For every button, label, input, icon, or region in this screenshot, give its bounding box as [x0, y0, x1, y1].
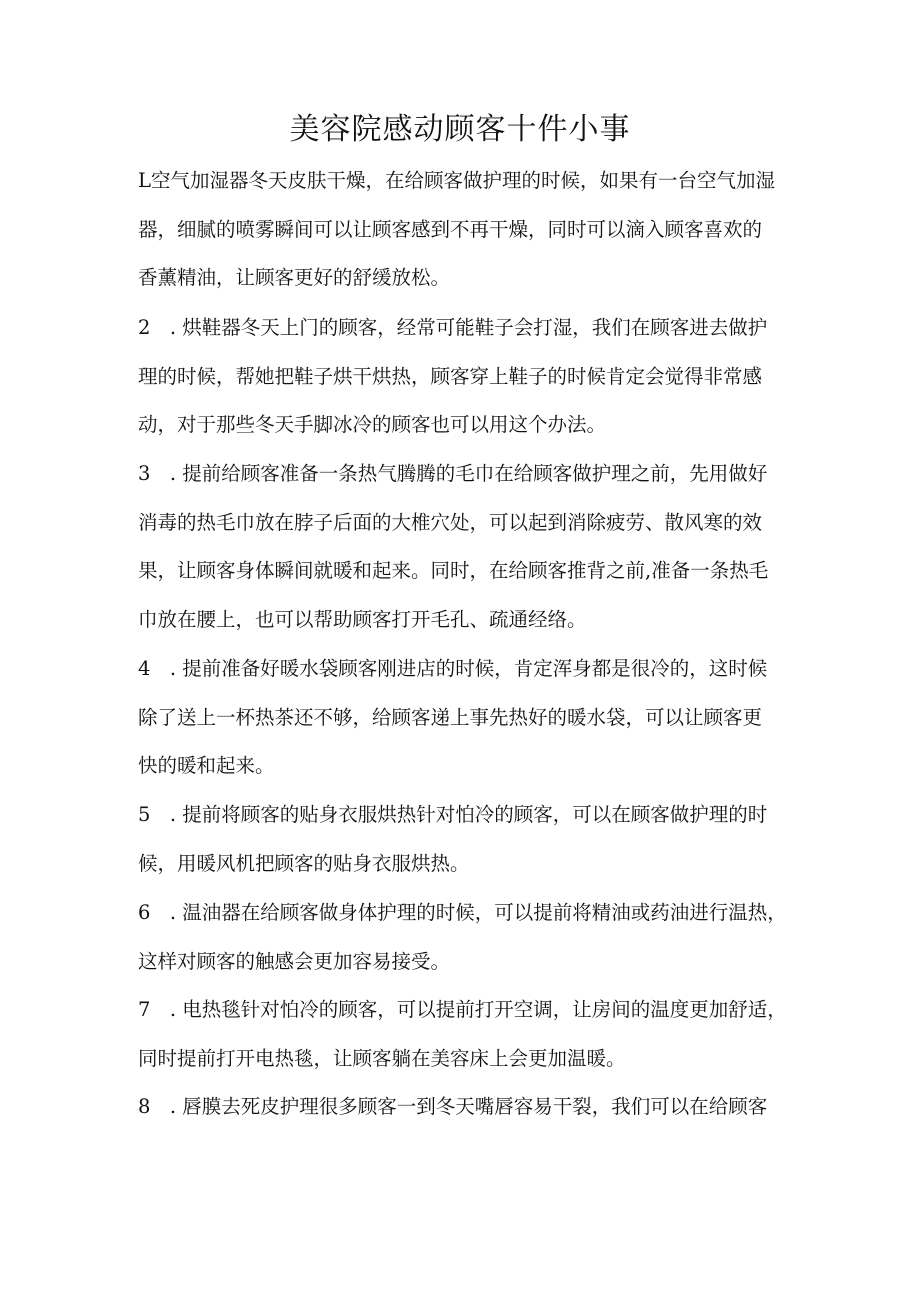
paragraph-line: 理的时候，帮她把鞋子烘干烘热，顾客穿上鞋子的时候肯定会觉得非常感 — [138, 364, 763, 388]
paragraph-line: 6 . 温油器在给顾客做身体护理的时候，可以提前将精油或药油进行温热， — [138, 901, 787, 924]
paragraph-line: 动，对于那些冬天手脚冰冷的顾客也可以用这个办法。 — [138, 413, 607, 436]
paragraph-line: 7 . 电热毯针对怕冷的顾客，可以提前打开空调，让房间的温度更加舒适， — [138, 998, 787, 1021]
paragraph-line: 快的暖和起来。 — [138, 754, 275, 777]
paragraph-line: L空气加湿器冬天皮肤干燥，在给顾客做护理的时候，如果有一台空气加湿 — [138, 169, 775, 192]
paragraph-line: 香薰精油，让顾客更好的舒缓放松。 — [138, 266, 451, 289]
paragraph-7 — [138, 986, 798, 1083]
paragraph-line: 同时提前打开电热毯，让顾客躺在美容床上会更加温暖。 — [138, 1046, 626, 1070]
paragraph-line: 3 . 提前给顾客准备一条热气腾腾的毛巾在给顾客做护理之前，先用做好 — [138, 462, 768, 485]
paragraph-3 — [138, 450, 798, 644]
paragraph-line: 消毒的热毛巾放在脖子后面的大椎穴处，可以起到消除疲劳、散风寒的效 — [138, 510, 763, 534]
paragraph-6 — [138, 889, 798, 986]
paragraph-5 — [138, 791, 798, 888]
paragraph-line: 器，细腻的喷雾瞬间可以让顾客感到不再干燥，同时可以滴入顾客喜欢的 — [138, 217, 763, 241]
paragraph-2 — [138, 304, 798, 450]
paragraph-line: 除了送上一杯热茶还不够，给顾客递上事先热好的暖水袋，可以让顾客更 — [138, 705, 763, 729]
paragraph-8 — [138, 1083, 798, 1132]
paragraph-line: 2 . 烘鞋器冬天上门的顾客，经常可能鞋子会打湿，我们在顾客进去做护 — [138, 316, 768, 339]
paragraph-line: 巾放在腰上，也可以帮助顾客打开毛孔、疏通经络。 — [138, 607, 587, 631]
paragraph-line: 候，用暖风机把顾客的贴身衣服烘热。 — [138, 851, 470, 875]
paragraph-line: 4 . 提前准备好暖水袋顾客刚进店的时候，肯定浑身都是很冷的，这时候 — [138, 657, 768, 680]
page-title: 美容院感动顾客十件小事 — [289, 112, 631, 147]
paragraph-line: 果，让顾客身体瞬间就暖和起来。同时，在给顾客推背之前,准备一条热毛 — [138, 559, 769, 582]
paragraph-line: 8 . 唇膜去死皮护理很多顾客一到冬天嘴唇容易干裂，我们可以在给顾客 — [138, 1095, 768, 1118]
paragraph-4 — [138, 645, 798, 791]
paragraph-1 — [138, 157, 798, 303]
paragraph-line: 这样对顾客的触感会更加容易接受。 — [138, 949, 451, 973]
paragraph-line: 5 . 提前将顾客的贴身衣服烘热针对怕冷的顾客，可以在顾客做护理的时 — [138, 803, 768, 826]
